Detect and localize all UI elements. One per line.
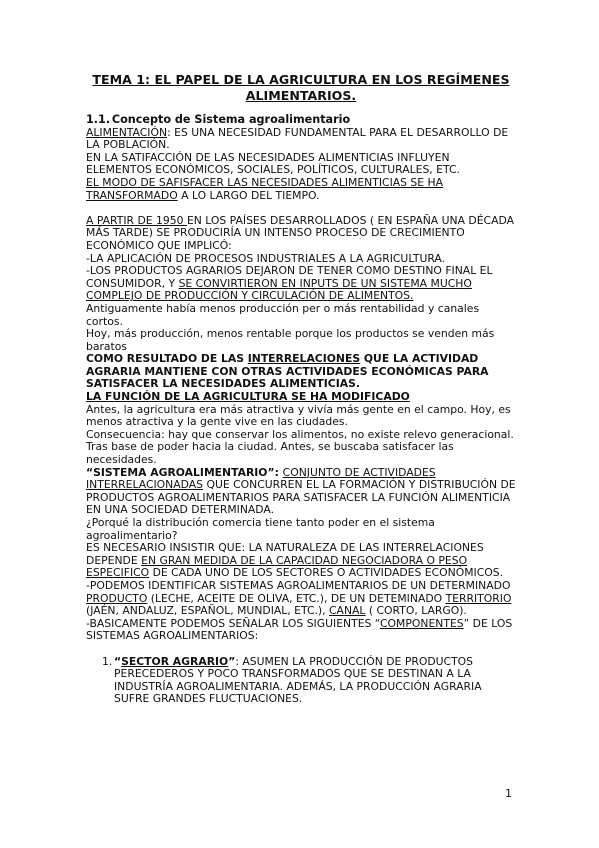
term-interrelaciones: INTERRELACIONES	[247, 352, 361, 366]
text: -LOS PRODUCTOS AGRARIOS DEJARON DE TENER COMO DESTINO FINAL EL CONSUMIDOR, Y	[86, 264, 493, 290]
text: ( CORTO, LARGO).	[365, 604, 467, 618]
text: ”	[228, 654, 236, 668]
paragraph-procesos: -LA APLICACIÓN DE PROCESOS INDUSTRIALES A LA AGRICULTURA.	[86, 251, 446, 265]
term-sector-agrario: SECTOR AGRARIO	[121, 654, 229, 668]
page-number: 1	[505, 787, 512, 800]
paragraph-sistema-definition	[86, 467, 516, 517]
components-list	[86, 656, 516, 706]
text: “	[114, 654, 122, 668]
section-number: 1.1.	[86, 113, 111, 126]
paragraph-question: ¿Porqué la distribución comercia tiene tanto poder en el sistema agroalimentario?	[86, 516, 435, 542]
paragraph-insistir	[86, 542, 516, 580]
underlined-text: EN GRAN MEDIDA DE LA CAPACIDAD NEGOCIADORA O PESO ESPECIFICO	[86, 553, 468, 580]
paragraph-productos	[86, 265, 516, 303]
paragraph-componentes	[86, 618, 516, 643]
text: COMO RESULTADO DE LAS	[86, 352, 248, 366]
paragraph-consecuencia: Consecuencia: hay que conservar los alimentos, no existe relevo generacional. Tras base de poder hacia la ciudad. Antes, se buscaba satisfacer las necesidades.	[86, 427, 514, 467]
paragraph-antes: Antes, la agricultura era más atractiva y vivía más gente en el campo. Hoy, es menos atractiva y la gente vive en las ciudades.	[86, 402, 511, 429]
list-item	[102, 656, 516, 706]
underlined-text: SE CONVIRTIERON EN INPUTS DE UN SISTEMA MUCHO COMPLEJO DE PRODUCCIÓN Y CIRCULACIÓN DE ALIMENTOS.	[86, 276, 472, 303]
term-sistema-agroalimentario: “SISTEMA AGROALIMENTARIO”:	[86, 465, 283, 479]
page-content	[86, 72, 516, 706]
paragraph-resultado	[86, 353, 516, 391]
term-canal: CANAL	[329, 604, 366, 618]
text: QUE CONCURREN EL LA FORMACIÓN Y DISTRIBUCIÓN DE PRODUCTOS AGROALIMENTARIOS PARA SATISFACER LA FUNCIÓN ALIMENTICIA EN UNA SOCIEDAD DETERMINADA.	[86, 478, 516, 517]
paragraph-satisfaccion: EN LA SATIFACCIÓN DE LAS NECESIDADES ALIMENTICIAS INFLUYEN ELEMENTOS ECONÓMICOS, SOCIALES, POLÍTICOS, CULTURALES, ETC.	[86, 150, 460, 177]
text: ” DE LOS SISTEMAS AGROALIMENTARIOS:	[86, 616, 513, 643]
text: QUE LA ACTIVIDAD AGRARIA MANTIENE CON OTRAS ACTIVIDADES ECONÓMICAS PARA SATISFACER LA NECESIDADES ALIMENTICIAS.	[86, 352, 489, 391]
term-componentes: COMPONENTES	[380, 616, 464, 630]
paragraph-modo	[86, 177, 516, 202]
paragraph-identificar	[86, 580, 516, 618]
text: -BASICAMENTE PODEMOS SEÑALAR LOS SIGUIENTES “	[86, 616, 381, 630]
term-alimentacion: ALIMENTACIÓN	[86, 125, 168, 139]
text: DE CADA UNO DE LOS SECTORES O ACTIVIDADES ECONÓMICOS.	[149, 566, 504, 580]
text: A LO LARGO DEL TIEMPO.	[177, 188, 320, 202]
paragraph-antiguamente: Antiguamente había menos producción per o más rentabilidad y canales cortos.	[86, 301, 480, 328]
paragraph-funcion: LA FUNCIÓN DE LA AGRICULTURA SE HA MODIFICADO	[86, 390, 410, 404]
paragraph-hoy: Hoy, más producción, menos rentable porque los productos se venden más baratos	[86, 327, 495, 353]
text: ES NECESARIO INSISTIR QUE: LA NATURALEZA DE LAS INTERRELACIONES DEPENDE	[86, 541, 484, 567]
text: (JAÉN, ANDALUZ, ESPAÑOL, MUNDIAL, ETC.),	[86, 604, 330, 618]
text: : ES UNA NECESIDAD FUNDAMENTAL PARA EL DESARROLLO DE LA POBLACIÓN.	[86, 125, 509, 152]
term-producto: PRODUCTO	[86, 591, 148, 605]
text: : ASUMEN LA PRODUCCIÓN DE PRODUCTOS PERECEDEROS Y POCO TRANSFORMADOS QUE SE DESTINAN A LA INDUSTRÍA AGROALIMENTARIA. ADEMÁS, LA PRODUCCIÓN AGRARIA SUFRE GRANDES FLUCTUACIONES.	[114, 654, 482, 706]
list-marker: 1.	[102, 654, 113, 668]
term-territorio: TERRITORIO	[445, 591, 512, 605]
section-label: Concepto de Sistema agroalimentario	[111, 113, 351, 126]
paragraph-alimentacion	[86, 127, 516, 152]
underlined-text: CONJUNTO DE ACTIVIDADES INTERRELACIONADAS	[86, 465, 436, 492]
text: EN LOS PAÍSES DESARROLLADOS ( EN ESPAÑA UNA DÉCADA MÁS TARDE) SE PRODUCIRÍA UN INTENSO PROCESO DE CRECIMIENTO ECONÓMICO QUE IMPLICÓ:	[86, 213, 514, 252]
document-title: TEMA 1: EL PAPEL DE LA AGRICULTURA EN LOS REGÍMENES ALIMENTARIOS.	[92, 72, 510, 103]
underlined-text: A PARTIR DE 1950	[86, 213, 187, 227]
text: -PODEMOS IDENTIFICAR SISTEMAS AGROALIMENTARIOS DE UN DETERMINADO	[86, 578, 511, 592]
text: (LECHE, ACEITE DE OLIVA, ETC.), DE UN DETEMINADO	[147, 591, 446, 605]
paragraph-1950	[86, 215, 516, 253]
underlined-text: EL MODO DE SAFISFACER LAS NECESIDADES ALIMENTICIAS SE HA TRANSFORMADO	[86, 175, 444, 202]
